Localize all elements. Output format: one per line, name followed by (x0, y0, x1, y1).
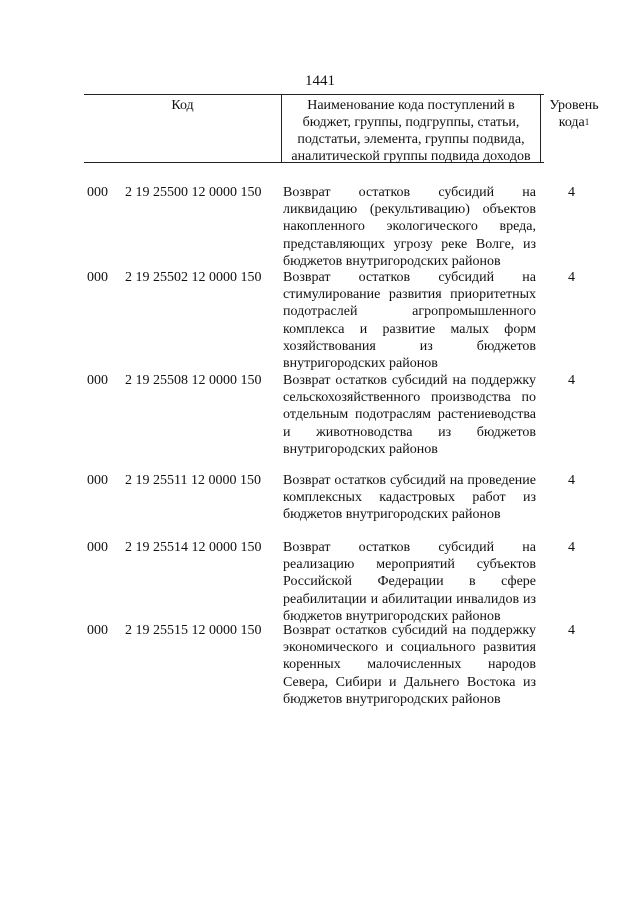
row-prefix: 000 (87, 623, 108, 638)
row-code: 2 19 25511 12 0000 150 (125, 473, 261, 488)
row-code: 2 19 25515 12 0000 150 (125, 623, 262, 638)
row-name: Возврат остатков субсидий на проведение комплексных кадастровых работ из бюджетов внутригородских районов (283, 473, 536, 523)
row-prefix: 000 (87, 185, 108, 200)
row-level: 4 (568, 373, 575, 388)
row-prefix: 000 (87, 373, 108, 388)
row-name: Возврат остатков субсидий на ликвидацию (рекультивацию) объектов накопленного экологического вреда, представляющих угрозу реке Волге, из бюджетов внутригородских районов (283, 185, 536, 269)
header-code: Код (171, 98, 194, 113)
row-code: 2 19 25500 12 0000 150 (125, 185, 262, 200)
row-code: 2 19 25514 12 0000 150 (125, 540, 262, 555)
header-level (541, 97, 607, 131)
row-name: Возврат остатков субсидий на поддержку экономического и социального развития коренных малочисленных народов Севера, Сибири и Дальнего Востока из бюджетов внутригородских районов (283, 623, 536, 707)
row-level: 4 (568, 623, 575, 638)
row-name: Возврат остатков субсидий на поддержку сельскохозяйственного производства по отдельным подотраслям растениеводства и животноводства из бюджетов внутригородских районов (283, 373, 536, 457)
row-name: Возврат остатков субсидий на реализацию мероприятий субъектов Российской Федерации в сфере реабилитации и абилитации инвалидов из бюджетов внутригородских районов (283, 540, 536, 624)
row-code: 2 19 25502 12 0000 150 (125, 270, 262, 285)
row-code: 2 19 25508 12 0000 150 (125, 373, 262, 388)
header-level-label: Уровень кода (549, 98, 599, 130)
header-level-footnote: 1 (584, 117, 590, 127)
row-level: 4 (568, 270, 575, 285)
table-header (84, 94, 599, 164)
header-top-rule (84, 94, 544, 95)
row-prefix: 000 (87, 473, 108, 488)
row-prefix: 000 (87, 540, 108, 555)
row-prefix: 000 (87, 270, 108, 285)
row-level: 4 (568, 185, 575, 200)
header-name: Наименование кода поступлений в бюджет, группы, подгруппы, статьи, подстатьи, элемента, группы подвида, аналитической группы подвида доходов (291, 98, 531, 164)
row-name: Возврат остатков субсидий на стимулирование развития приоритетных подотраслей агропромышленного комплекса и развитие малых форм хозяйствования из бюджетов внутригородских районов (283, 270, 536, 372)
page-number: 1441 (305, 73, 335, 89)
row-level: 4 (568, 473, 575, 488)
row-level: 4 (568, 540, 575, 555)
